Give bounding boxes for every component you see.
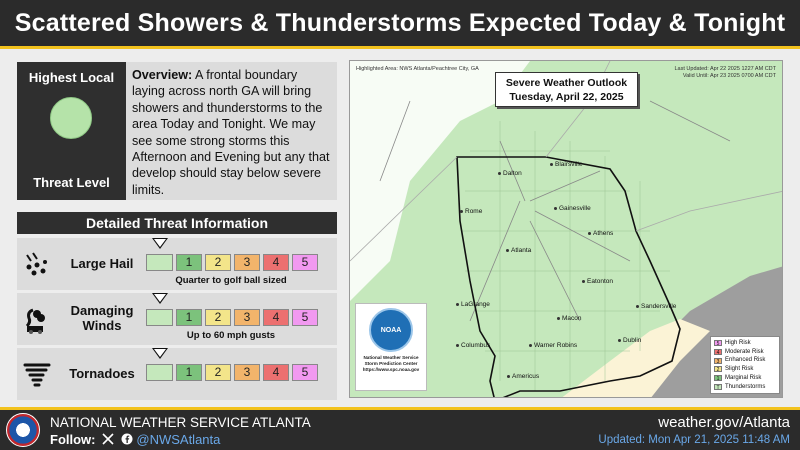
detail-header: Detailed Threat Information	[17, 212, 337, 234]
threat-level-pointer	[152, 238, 168, 249]
legend-swatch: 4	[714, 349, 722, 355]
map-highlighted-area: Highlighted Area: NWS Atlanta/Peachtree City, GA	[356, 66, 479, 72]
city-label: Gainesville	[554, 205, 591, 212]
scale-cell-2: 2	[205, 309, 231, 326]
outlook-map	[349, 60, 783, 398]
scale-cell-3: 3	[234, 364, 260, 381]
scale-cell-3: 3	[234, 254, 260, 271]
scale-cell-2: 2	[205, 254, 231, 271]
overview-label: Overview:	[132, 68, 193, 82]
main-content	[0, 49, 800, 407]
threat-name: Tornadoes	[69, 366, 135, 381]
legend-item	[714, 356, 776, 365]
follow-line	[50, 432, 220, 447]
city-label: Americus	[507, 373, 539, 380]
scale-cell-0	[146, 309, 173, 326]
city-label: Macon	[557, 315, 582, 322]
threat-row-tornado	[17, 348, 337, 400]
threat-description: Up to 60 mph gusts	[186, 330, 276, 341]
city-label: Warner Robins	[529, 342, 577, 349]
wind-icon	[23, 306, 51, 334]
risk-legend	[710, 336, 780, 394]
threat-level-bottom-label: Threat Level	[33, 175, 110, 190]
noaa-spc-badge	[355, 303, 427, 391]
noaa-logo: NOAA	[369, 308, 413, 352]
noaa-line2: Storm Prediction Center	[364, 361, 418, 366]
outlook-date: Tuesday, April 22, 2025	[509, 91, 624, 103]
legend-item	[714, 365, 776, 374]
legend-label: Marginal Risk	[725, 374, 762, 381]
scale-cell-0	[146, 254, 173, 271]
noaa-url: https://www.spc.noaa.gov	[362, 367, 420, 372]
legend-label: Thunderstorms	[725, 383, 766, 390]
facebook-icon[interactable]	[121, 433, 133, 445]
threat-scale	[146, 254, 318, 271]
threat-name: Large Hail	[70, 256, 134, 271]
scale-cell-4: 4	[263, 364, 289, 381]
city-label: Eatonton	[582, 278, 613, 285]
legend-swatch: T	[714, 384, 722, 390]
legend-label: Moderate Risk	[725, 348, 764, 355]
city-label: Dublin	[618, 337, 641, 344]
legend-item	[714, 348, 776, 357]
map-timestamps	[674, 66, 776, 80]
legend-label: High Risk	[725, 340, 751, 346]
social-handle-link[interactable]: @NWSAtlanta	[136, 432, 221, 447]
scale-cell-5: 5	[292, 364, 318, 381]
threat-scale	[146, 364, 318, 381]
scale-cell-1: 1	[176, 364, 202, 381]
updated-timestamp: Updated: Mon Apr 21, 2025 11:48 AM	[598, 434, 790, 446]
city-label: Atlanta	[506, 247, 531, 254]
legend-swatch: 1	[714, 375, 722, 381]
legend-swatch: 5	[714, 340, 722, 346]
scale-cell-4: 4	[263, 309, 289, 326]
city-label: Dalton	[498, 170, 522, 177]
outlook-title-box	[495, 72, 638, 107]
noaa-caption	[356, 355, 426, 373]
threat-level-top-label: Highest Local	[28, 70, 115, 85]
city-label: Athens	[588, 230, 613, 237]
scale-cell-4: 4	[263, 254, 289, 271]
scale-cell-1: 1	[176, 309, 202, 326]
threat-row-wind	[17, 293, 337, 345]
scale-cell-2: 2	[205, 364, 231, 381]
scale-cell-1: 1	[176, 254, 202, 271]
follow-label: Follow:	[50, 432, 96, 447]
legend-item	[714, 374, 776, 383]
overview-text	[126, 62, 337, 200]
noaa-line1: National Weather Service	[363, 355, 419, 360]
map-last-updated: Last Updated: Apr 22 2025 1227 AM CDT	[674, 66, 776, 72]
scale-cell-5: 5	[292, 254, 318, 271]
city-label: Sandersville	[636, 303, 676, 310]
website-link[interactable]: weather.gov/Atlanta	[658, 414, 790, 431]
highest-local-threat-panel	[17, 62, 126, 200]
footer	[0, 410, 800, 450]
scale-cell-0	[146, 364, 173, 381]
scale-cell-3: 3	[234, 309, 260, 326]
tornado-icon	[23, 361, 51, 389]
legend-label: Slight Risk	[725, 366, 754, 373]
hail-icon	[23, 251, 51, 279]
legend-label: Enhanced Risk	[725, 357, 766, 364]
threat-description: Quarter to golf ball sized	[175, 275, 287, 286]
legend-item	[714, 383, 776, 392]
title-bar	[0, 0, 800, 46]
outlook-title: Severe Weather Outlook	[505, 77, 628, 89]
threat-level-indicator	[50, 97, 92, 139]
office-name: NATIONAL WEATHER SERVICE ATLANTA	[50, 415, 311, 430]
threat-name: Damaging Winds	[70, 303, 134, 333]
overview-body: A frontal boundary laying across north GA will bring showers and thunderstorms to the area Today and Tonight. We may see some strong storms this Afternoon and Evening but any that develop should stay below severe limits.	[132, 68, 330, 197]
nws-logo-icon	[6, 413, 40, 447]
map-valid-until: Valid Until: Apr 23 2025 0700 AM CDT	[682, 73, 776, 79]
city-label: Columbus	[456, 342, 490, 349]
threat-level-pointer	[152, 293, 168, 304]
scale-cell-5: 5	[292, 309, 318, 326]
threat-level-pointer	[152, 348, 168, 359]
threat-row-hail	[17, 238, 337, 290]
threat-scale	[146, 309, 318, 326]
x-icon[interactable]	[102, 433, 114, 445]
city-label: Rome	[460, 208, 482, 215]
legend-swatch: 3	[714, 358, 722, 364]
legend-item	[714, 339, 776, 348]
city-label: LaGrange	[456, 301, 490, 308]
page-title: Scattered Showers & Thunderstorms Expected Today & Tonight	[14, 8, 786, 37]
legend-swatch: 2	[714, 366, 722, 372]
city-label: Blairsville	[550, 161, 582, 168]
